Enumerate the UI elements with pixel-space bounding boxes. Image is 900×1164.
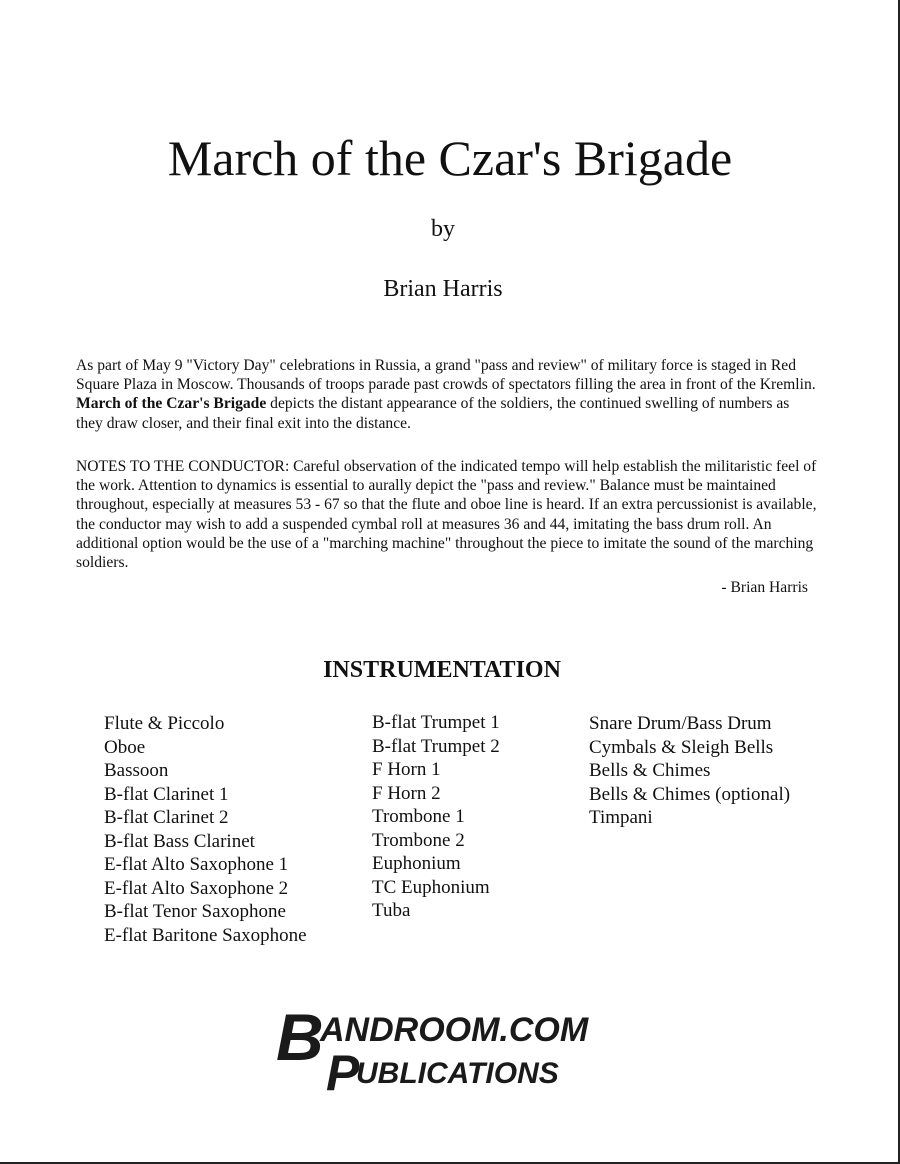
instrument-item: E-flat Alto Saxophone 2 <box>104 877 289 899</box>
instrument-item: Snare Drum/Bass Drum <box>589 713 772 734</box>
instrument-item: Bassoon <box>104 760 169 781</box>
instrument-item: E-flat Baritone Saxophone <box>104 924 307 946</box>
instrument-item: B-flat Clarinet 1 <box>104 783 229 805</box>
instrument-item: B-flat Trumpet 1 <box>372 712 500 733</box>
instrument-item: Euphonium <box>372 853 461 874</box>
composer-name: Brian Harris <box>383 276 503 302</box>
instrumentation-heading: INSTRUMENTATION <box>323 657 561 683</box>
instrument-item: Oboe <box>104 736 146 758</box>
byline: by <box>431 216 455 242</box>
instrument-item: Trombone 2 <box>372 829 465 851</box>
signature: - Brian Harris <box>721 579 808 596</box>
instrument-item: Tuba <box>372 900 411 921</box>
instrument-item: B-flat Tenor Saxophone <box>104 901 286 922</box>
program-note-text-end: depicts the distant appearance of the soldiers, the continued swelling of numbers as they draw closer, and their final exit into the distance. <box>76 395 790 432</box>
logo-line-bandroom: ANDROOM.COM <box>320 1011 589 1049</box>
logo-initial-p: P <box>326 1045 360 1095</box>
instrument-list-brass <box>372 711 500 923</box>
instrument-list-percussion <box>589 712 790 830</box>
program-note-title: March of the Czar's Brigade <box>76 395 267 413</box>
instrument-item: Flute & Piccolo <box>104 713 225 734</box>
instrument-item: Bells & Chimes (optional) <box>589 783 791 805</box>
piece-title: March of the Czar's Brigade <box>167 130 733 186</box>
conductor-notes: NOTES TO THE CONDUCTOR: Careful observation of the indicated tempo will help establish the militaristic feel of the work. Attention to dynamics is essential to aurally depict the "pass and review." Balance must be maintained throughout, especially at measures 53 - 67 so that the flute and oboe line is heard. If an extra percussionist is available, the conductor may wish to add a suspended cymbal roll at measures 36 and 44, imitating the bass drum roll. An additional option would be the use of a "marching machine" throughout the piece to imitate the sound of the marching soldiers. <box>76 458 817 572</box>
publisher-logo <box>274 1000 624 1095</box>
instrument-item: TC Euphonium <box>372 876 490 898</box>
logo-line-publications: UBLICATIONS <box>356 1057 559 1090</box>
logo-initial-b: B <box>276 1000 324 1074</box>
instrument-list-woodwinds <box>104 712 307 947</box>
instrument-item: Bells & Chimes <box>589 760 711 781</box>
instrument-item: F Horn 1 <box>372 759 441 780</box>
instrument-item: Timpani <box>589 807 653 828</box>
program-note <box>76 356 818 433</box>
instrument-item: B-flat Bass Clarinet <box>104 830 255 852</box>
instrument-item: E-flat Alto Saxophone 1 <box>104 854 289 875</box>
instrument-item: B-flat Trumpet 2 <box>372 735 500 757</box>
instrument-item: B-flat Clarinet 2 <box>104 807 229 828</box>
instrument-item: Trombone 1 <box>372 806 465 827</box>
program-note-text: As part of May 9 "Victory Day" celebrations in Russia, a grand "pass and review" of military force is staged in Red Square Plaza in Moscow. Thousands of troops parade past crowds of spectators filling the area in front of the Kremlin. <box>76 357 816 394</box>
instrument-item: F Horn 2 <box>372 782 441 804</box>
instrument-item: Cymbals & Sleigh Bells <box>589 736 774 758</box>
